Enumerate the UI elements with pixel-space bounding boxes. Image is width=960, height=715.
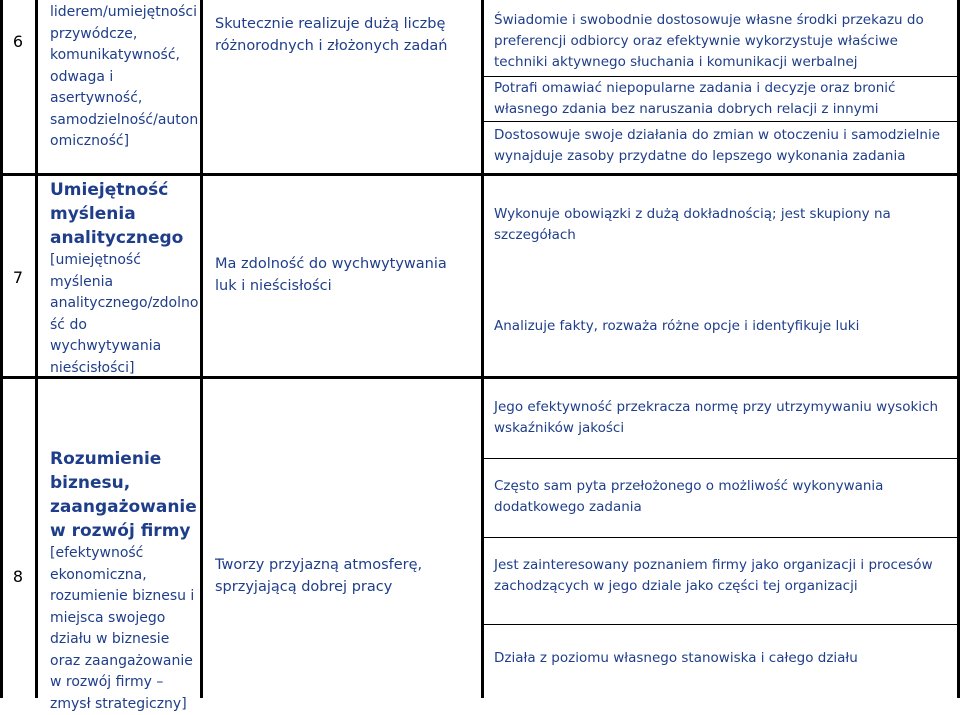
behavior-text: szczegółach — [494, 225, 956, 246]
behavior-divider — [482, 76, 960, 77]
competency-text: w rozwój firmy – — [50, 672, 199, 694]
competency-title: biznesu, — [50, 471, 199, 495]
competency-text: analitycznego/zdolno — [50, 293, 199, 315]
row-number: 8 — [0, 567, 36, 586]
competency-text: działu w biznesie — [50, 629, 199, 651]
behavior-text: wskaźników jakości — [494, 418, 956, 439]
competency-title: zaangażowanie — [50, 495, 199, 519]
behavior-text: Często sam pyta przełożonego o możliwość wykonywania — [494, 476, 956, 497]
competency-cell — [37, 2, 199, 153]
competency-text: komunikatywność, — [50, 45, 199, 67]
behavior-cell — [483, 648, 960, 669]
competency-text: [efektywność — [50, 543, 199, 565]
description-text: Ma zdolność do wychwytywania — [215, 253, 480, 275]
description-cell — [202, 253, 480, 297]
table-border-left — [0, 0, 3, 698]
competency-cell — [37, 178, 199, 379]
description-text: Skutecznie realizuje dużą liczbę — [215, 13, 480, 35]
description-text: różnorodnych i złożonych zadań — [215, 35, 480, 57]
competency-title: analitycznego — [50, 226, 199, 250]
behavior-text: Działa z poziomu własnego stanowiska i całego działu — [494, 648, 956, 669]
competency-text: [umiejętność — [50, 250, 199, 272]
description-cell — [202, 13, 480, 57]
behavior-text: Wykonuje obowiązki z dużą dokładnością; jest skupiony na — [494, 204, 956, 225]
description-text: luk i nieścisłości — [215, 275, 480, 297]
behavior-cell — [483, 397, 960, 439]
row-divider — [0, 173, 960, 176]
behavior-cell — [483, 78, 960, 120]
behavior-cell — [483, 316, 960, 337]
behavior-text: Potrafi omawiać niepopularne zadania i decyzje oraz bronić — [494, 78, 956, 99]
behavior-text: Dostosowuje swoje działania do zmian w otoczeniu i samodzielnie — [494, 125, 956, 146]
competency-cell — [37, 447, 199, 715]
description-text: sprzyjającą dobrej pracy — [215, 576, 480, 598]
competency-text: omiczność] — [50, 131, 199, 153]
competency-title: w rozwój firmy — [50, 519, 199, 543]
behavior-cell — [483, 476, 960, 518]
competency-text: oraz zaangażowanie — [50, 651, 199, 673]
competency-title: Rozumienie — [50, 447, 199, 471]
behavior-text: techniki aktywnego słuchania i komunikacji werbalnej — [494, 52, 956, 73]
behavior-divider — [482, 624, 960, 625]
behavior-text: Analizuje fakty, rozważa różne opcje i identyfikuje luki — [494, 316, 956, 337]
competency-title: Umiejętność — [50, 178, 199, 202]
competency-text: ekonomiczna, — [50, 565, 199, 587]
description-text: Tworzy przyjazną atmosferę, — [215, 554, 480, 576]
row-number: 7 — [0, 268, 36, 287]
row-number: 6 — [0, 32, 36, 51]
behavior-text: preferencji odbiorcy oraz efektywnie wykorzystuje właściwe — [494, 31, 956, 52]
behavior-text: Jest zainteresowany poznaniem firmy jako organizacji i procesów — [494, 555, 956, 576]
behavior-cell — [483, 204, 960, 246]
behavior-cell — [483, 125, 960, 167]
competency-text: przywódcze, — [50, 24, 199, 46]
competency-text: miejsca swojego — [50, 608, 199, 630]
competency-text: zmysł strategiczny] — [50, 694, 199, 715]
competency-text: wychwytywania — [50, 336, 199, 358]
competency-text: odwaga i — [50, 67, 199, 89]
behavior-text: zachodzących w jego dziale jako części tej organizacji — [494, 576, 956, 597]
behavior-divider — [482, 537, 960, 538]
behavior-cell — [483, 555, 960, 597]
description-cell — [202, 554, 480, 598]
behavior-text: Świadomie i swobodnie dostosowuje własne środki przekazu do — [494, 10, 956, 31]
competency-title: myślenia — [50, 202, 199, 226]
behavior-text: dodatkowego zadania — [494, 497, 956, 518]
behavior-text: Jego efektywność przekracza normę przy utrzymywaniu wysokich — [494, 397, 956, 418]
competency-text: nieścisłości] — [50, 358, 199, 380]
competency-text: rozumienie biznesu i — [50, 586, 199, 608]
behavior-text: wynajduje zasoby przydatne do lepszego wykonania zadania — [494, 146, 956, 167]
behavior-text: własnego zdania bez naruszania dobrych relacji z innymi — [494, 99, 956, 120]
competency-text: samodzielność/auton — [50, 110, 199, 132]
competency-text: liderem/umiejętności — [50, 2, 199, 24]
competency-text: asertywność, — [50, 88, 199, 110]
behavior-cell — [483, 10, 960, 73]
competency-text: ść do — [50, 315, 199, 337]
behavior-divider — [482, 458, 960, 459]
behavior-divider — [482, 121, 960, 122]
competency-text: myślenia — [50, 272, 199, 294]
